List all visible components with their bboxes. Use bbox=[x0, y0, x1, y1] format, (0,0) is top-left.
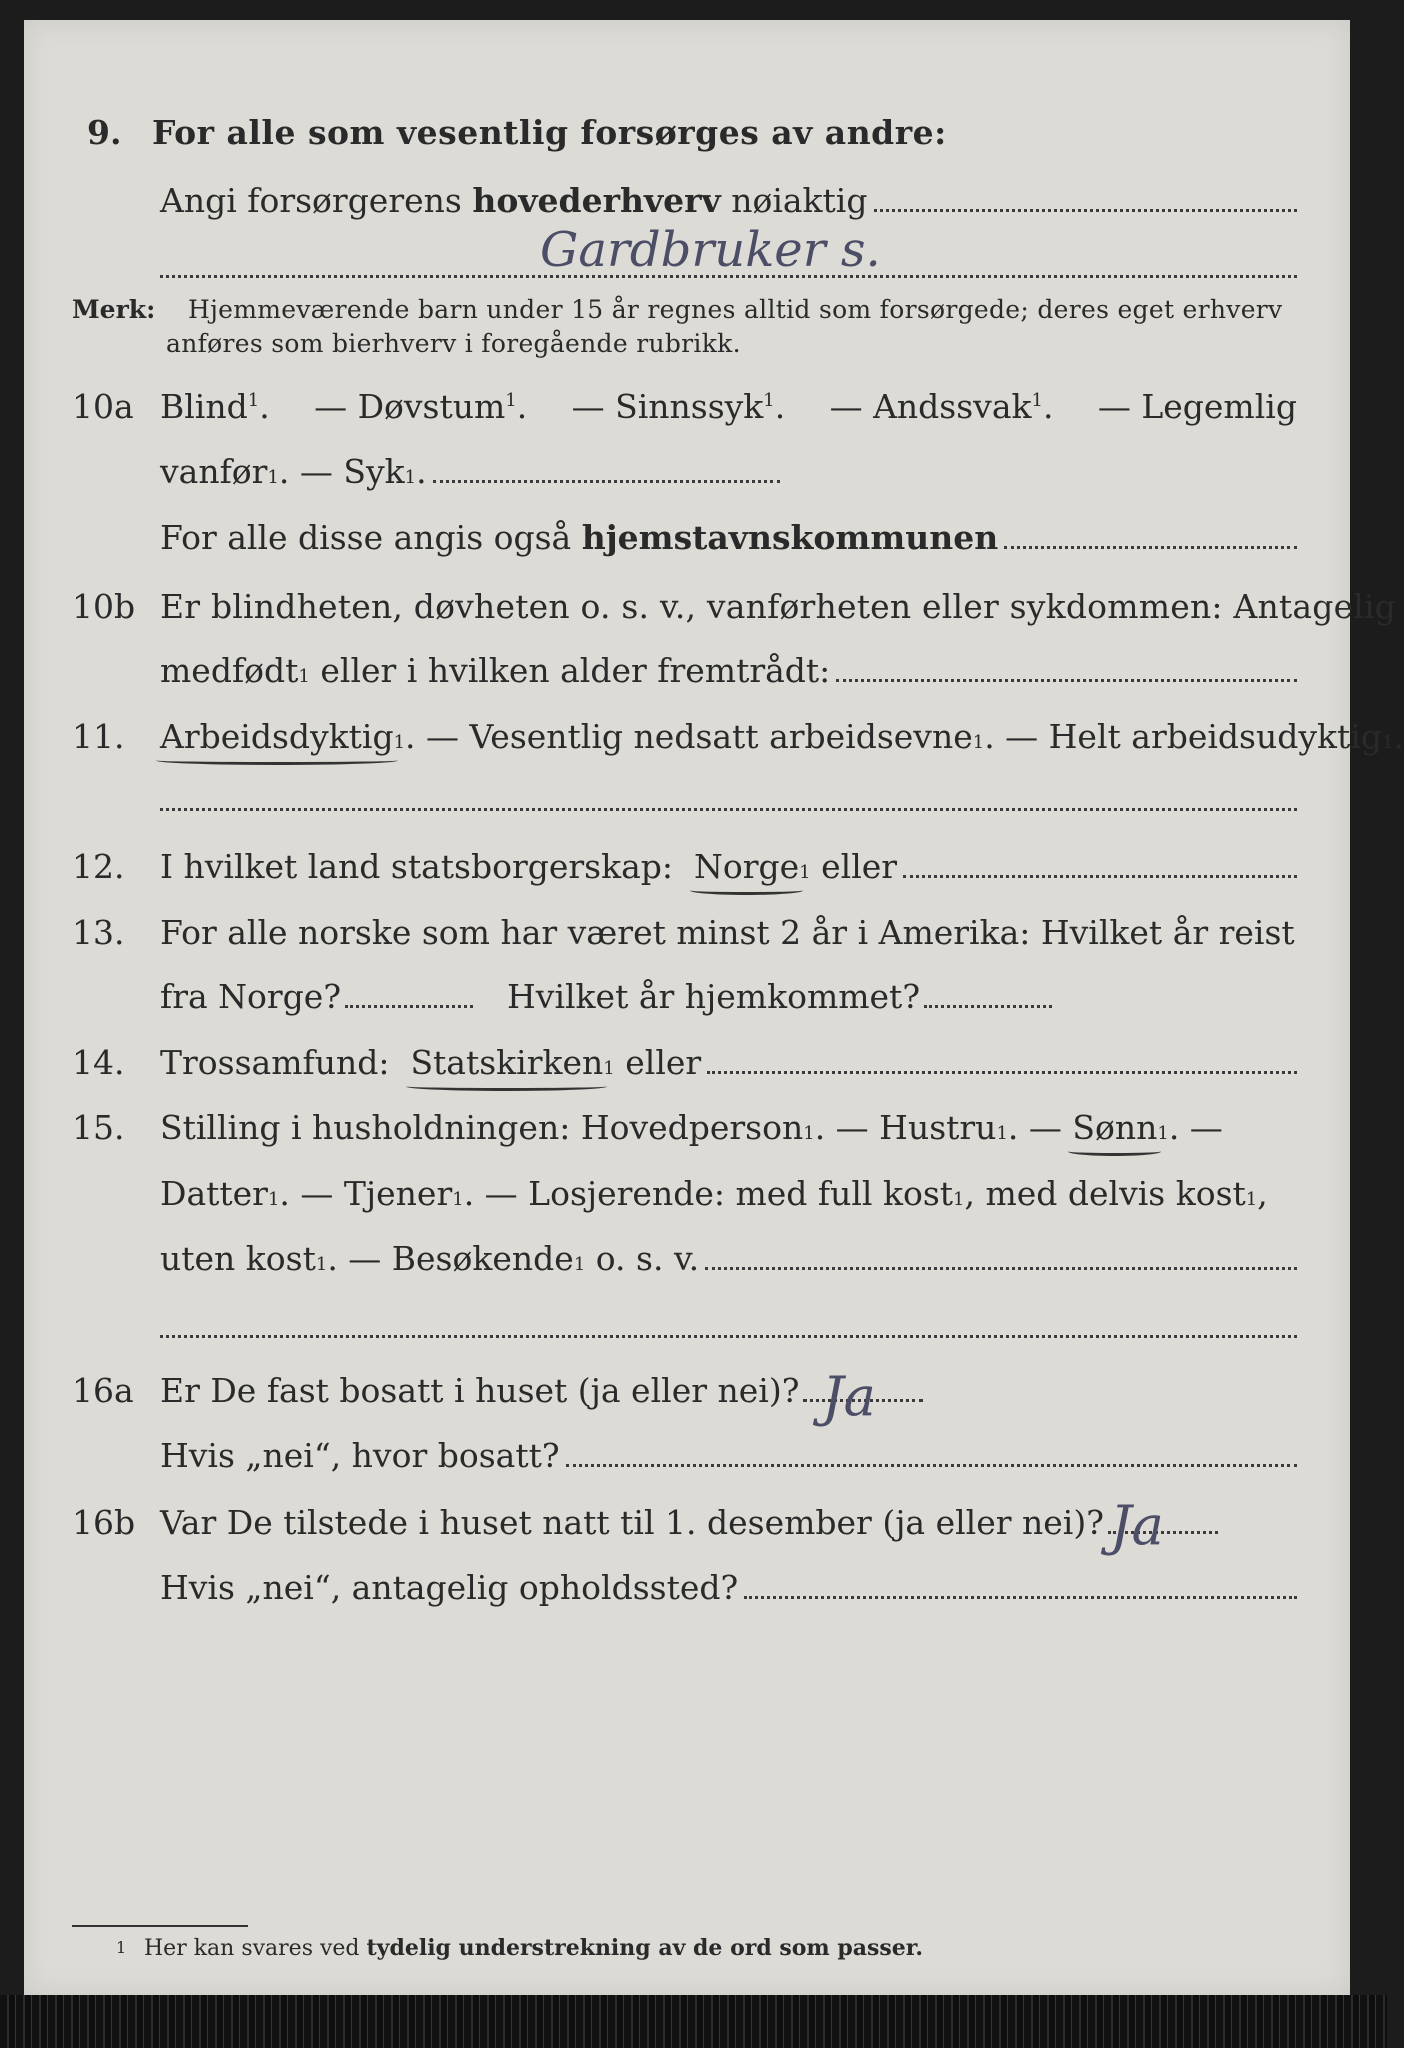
q9-line2 bbox=[0, 181, 1387, 221]
q11-number: 11. bbox=[72, 717, 125, 756]
q10a-hjemstavn-label: For alle disse angis også bbox=[160, 518, 572, 557]
q16b-line1 bbox=[0, 1503, 1387, 1543]
q15-line3: uten kost 1 . — Besøkende 1 o. s. v. bbox=[0, 1239, 1387, 1279]
opt-nedsatt[interactable]: . — Vesentlig nedsatt arbeidsevne bbox=[405, 717, 973, 756]
q12-line: 12. I hvilket land statsborgerskap: Norge 1 eller bbox=[0, 847, 1387, 887]
opt-syk[interactable]: — Syk bbox=[299, 452, 405, 491]
opt-uten-kost[interactable]: uten kost bbox=[160, 1239, 316, 1278]
q16b-handwritten-answer: Ja bbox=[1110, 1494, 1164, 1557]
merk-text1: Hjemmeværende barn under 15 år regnes alltid som forsørgede; deres eget erhverv bbox=[188, 295, 1283, 324]
opt-hovedperson[interactable]: Stilling i husholdningen: Hovedperson bbox=[160, 1108, 804, 1147]
q14-eller: eller bbox=[625, 1043, 702, 1082]
footnote-mark: 1 bbox=[116, 1938, 127, 1957]
q9-number: 9. bbox=[87, 113, 122, 152]
q9-handwritten-answer: Gardbruker s. bbox=[540, 222, 881, 278]
q10a-syk-dots[interactable] bbox=[433, 476, 780, 483]
q16a-number: 16a bbox=[72, 1371, 134, 1410]
opt-sinnssyk[interactable]: — Sinnssyk bbox=[571, 387, 764, 426]
q16b-number: 16b bbox=[72, 1503, 136, 1542]
opt-blind[interactable]: Blind bbox=[160, 387, 248, 426]
footnote-rule bbox=[72, 1925, 248, 1927]
q9-title: For alle som vesentlig forsørges av andre: bbox=[152, 113, 947, 152]
merk-label: Merk: bbox=[72, 295, 156, 324]
footnote bbox=[0, 1933, 1387, 1963]
q15-dots[interactable] bbox=[705, 1263, 1297, 1270]
q10b-text1: Er blindheten, døvheten o. s. v., vanførheten eller sykdommen: Antagelig bbox=[160, 587, 1397, 626]
q15-line1: 15. Stilling i husholdningen: Hovedperson 1 . — Hustru 1 . — Sønn 1 . — bbox=[72, 1108, 1223, 1147]
q12-eller: eller bbox=[821, 847, 898, 886]
opt-vanfor[interactable]: vanfør bbox=[160, 452, 268, 491]
q11-line1: 11. Arbeidsdyktig 1 . — Vesentlig nedsatt arbeidsevne 1 . — Helt arbeidsudyktig 1 . bbox=[72, 717, 1404, 756]
q10a-line2: vanfør 1 . — Syk 1 . bbox=[0, 452, 1387, 492]
merk-line2 bbox=[0, 327, 1387, 367]
opt-datter[interactable]: Datter bbox=[160, 1174, 268, 1213]
q15-line2: Datter 1 . — Tjener 1 . — Losjerende: med full kost 1 , med delvis kost 1 , bbox=[160, 1174, 1268, 1213]
opt-tjener[interactable]: . — Tjener bbox=[279, 1174, 453, 1213]
q10b-line2: medfødt 1 eller i hvilken alder fremtrådt: bbox=[0, 651, 1387, 691]
q10a-hjemstavn-dots[interactable] bbox=[1004, 542, 1297, 549]
footnote-bold: tydelig understrekning av de ord som passer. bbox=[366, 1935, 924, 1961]
q13-text1: For alle norske som har været minst 2 år i Amerika: Hvilket år reist bbox=[160, 913, 1295, 952]
merk-text2: anføres som bierhverv i foregående rubrikk. bbox=[166, 329, 741, 358]
q12-label: I hvilket land statsborgerskap: bbox=[160, 847, 674, 886]
opt-dovstum[interactable]: — Døvstum bbox=[314, 387, 506, 426]
q13-line2 bbox=[0, 977, 1387, 1017]
q13-reist-dots[interactable] bbox=[345, 1001, 473, 1008]
q9-label: Angi forsørgerens bbox=[160, 181, 462, 220]
q9-label-end: nøiaktig bbox=[731, 181, 868, 220]
opt-norge[interactable]: Norge bbox=[694, 847, 800, 886]
q15-answer-line[interactable] bbox=[160, 1335, 1297, 1338]
q16b-opholdssted-dots[interactable] bbox=[744, 1592, 1297, 1599]
q10a-number: 10a bbox=[72, 387, 134, 426]
q14-label: Trossamfund: bbox=[160, 1043, 390, 1082]
q16b-label: Var De tilstede i huset natt til 1. desember (ja eller nei)? bbox=[160, 1503, 1104, 1542]
q10b-alder-dots[interactable] bbox=[836, 675, 1297, 682]
q14-dots[interactable] bbox=[707, 1067, 1297, 1074]
q10b-line1 bbox=[0, 587, 1397, 627]
q9-line1 bbox=[0, 113, 1387, 153]
q13-line1 bbox=[0, 913, 1387, 953]
q12-dots[interactable] bbox=[903, 871, 1297, 878]
opt-besokende[interactable]: . — Besøkende bbox=[327, 1239, 574, 1278]
q10b-number: 10b bbox=[72, 587, 136, 626]
opt-andssvak[interactable]: — Andssvak bbox=[829, 387, 1032, 426]
q16a-bosatt-dots[interactable] bbox=[566, 1460, 1297, 1467]
q12-number: 12. bbox=[72, 847, 125, 886]
q16a-handwritten-answer: Ja bbox=[822, 1365, 876, 1428]
q11-answer-line[interactable] bbox=[160, 808, 1297, 811]
q9-answer-dots[interactable] bbox=[874, 205, 1298, 212]
opt-sonn[interactable]: Sønn bbox=[1072, 1108, 1158, 1147]
opt-arbeidsdyktig[interactable]: Arbeidsdyktig bbox=[160, 717, 394, 756]
opt-udyktig[interactable]: . — Helt arbeidsudyktig bbox=[984, 717, 1382, 756]
q13-hjem-dots[interactable] bbox=[924, 1001, 1052, 1008]
q10a-line1: 10a Blind$^1$. — Døvstum$^1$. — Sinnssyk$^1$. — Andssvak$^1$. — Legemlig bbox=[72, 387, 1297, 426]
q10b-alder-label: eller i hvilken alder fremtrådt: bbox=[320, 651, 831, 690]
q13-number: 13. bbox=[72, 913, 125, 952]
film-edge-strip bbox=[0, 1995, 1387, 2048]
q16a-line2 bbox=[0, 1436, 1387, 1476]
q13-hjem-label: Hvilket år hjemkommet? bbox=[507, 977, 921, 1016]
q13-reist-label: fra Norge? bbox=[160, 977, 342, 1016]
q15-number: 15. bbox=[72, 1108, 125, 1147]
q10a-hjemstavn-bold: hjemstavnskommunen bbox=[581, 518, 999, 557]
opt-full-kost[interactable]: . — Losjerende: med full kost bbox=[463, 1174, 954, 1213]
opt-legemlig[interactable]: — Legemlig bbox=[1097, 387, 1297, 426]
q14-line: 14. Trossamfund: Statskirken 1 eller bbox=[0, 1043, 1387, 1083]
q16b-opholdssted-label: Hvis „nei“, antagelig opholdssted? bbox=[160, 1568, 739, 1607]
opt-hustru[interactable]: . — Hustru bbox=[814, 1108, 997, 1147]
footnote-text: Her kan svares ved bbox=[144, 1936, 360, 1961]
q16a-bosatt-label: Hvis „nei“, hvor bosatt? bbox=[160, 1436, 560, 1475]
q16b-line2 bbox=[0, 1568, 1387, 1608]
q14-number: 14. bbox=[72, 1043, 125, 1082]
opt-delvis-kost[interactable]: , med delvis kost bbox=[964, 1174, 1246, 1213]
opt-statskirken[interactable]: Statskirken bbox=[410, 1043, 604, 1082]
q16a-line1 bbox=[0, 1371, 1387, 1411]
q9-label-bold: hovederhverv bbox=[472, 181, 721, 220]
q16a-label: Er De fast bosatt i huset (ja eller nei)? bbox=[160, 1371, 800, 1410]
opt-medfodt[interactable]: medfødt bbox=[160, 651, 299, 690]
q10a-line3 bbox=[0, 518, 1387, 558]
